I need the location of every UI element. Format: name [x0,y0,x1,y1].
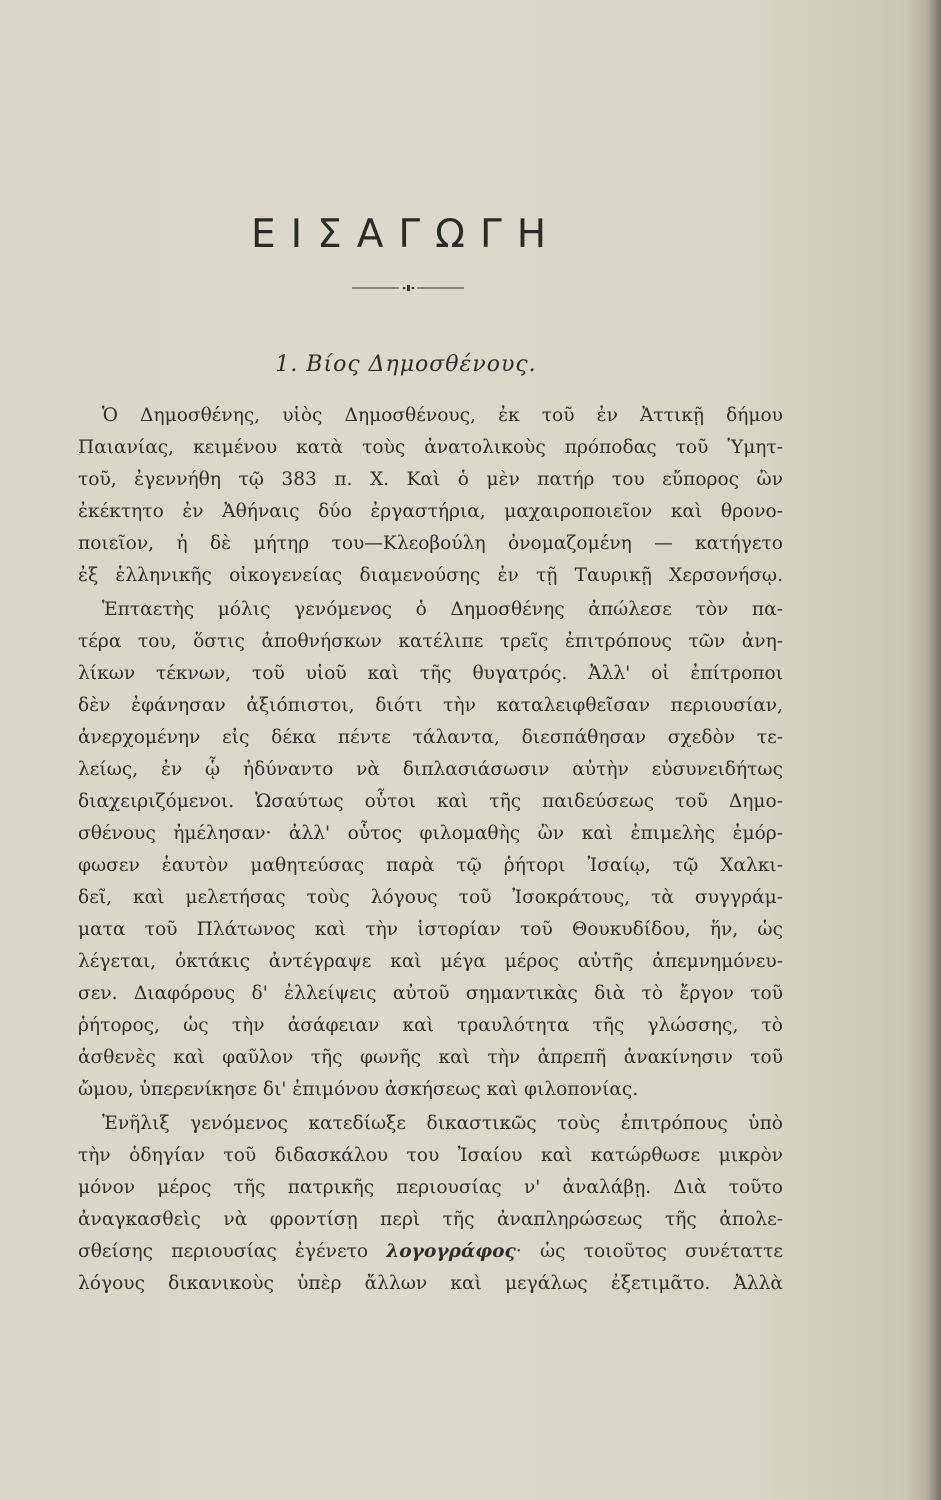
text-line: ῥήτορος, ὡς τὴν ἀσάφειαν καὶ τραυλότητα τῆς γλώσσης, τὸ [78,1015,783,1036]
text-line: Παιανίας, κειμένου κατὰ τοὺς ἀνατολικοὺς πρόποδας τοῦ Ὑμητ- [78,437,783,458]
section-heading: 1. Βίος Δημοσθένους. [275,352,537,377]
page-title: ΕΙΣΑΓΩΓΗ [250,212,562,257]
text-line-with-emphasis [78,1236,783,1268]
text-line: ἀνερχομένην εἰς δέκα πέντε τάλαντα, διεσπάθησαν σχεδὸν τε- [78,727,783,748]
text-line: λόγους δικανικοὺς ὑπὲρ ἄλλων καὶ μεγάλως ἐξετιμᾶτο. Ἀλλὰ [78,1273,783,1294]
text-line: ἀσθενὲς καὶ φαῦλον τῆς φωνῆς καὶ τὴν ἀπρεπῆ ἀνακίνησιν τοῦ [78,1047,783,1068]
text-line: τὴν ὁδηγίαν τοῦ διδασκάλου του Ἰσαίου καὶ κατώρθωσε μικρὸν [78,1145,783,1166]
text-line: ματα τοῦ Πλάτωνος καὶ τὴν ἱστορίαν τοῦ Θουκυδίδου, ἥν, ὡς [78,919,783,940]
text-line: ἀναγκασθεὶς νὰ φροντίσῃ περὶ τῆς ἀναπληρώσεως τῆς ἀπολε- [78,1209,783,1230]
text-line: λέγεται, ὀκτάκις ἀντέγραψε καὶ μέγα μέρος αὐτῆς ἀπεμνημόνευ- [78,951,783,972]
text-line: τοῦ, ἐγεννήθη τῷ 383 π. Χ. Καὶ ὁ μὲν πατήρ του εὔπορος ὢν [78,469,783,490]
text-fragment: σθείσης περιουσίας ἐγένετο [78,1241,387,1262]
text-line: ἐκέκτητο ἐν Ἀθήναις δύο ἐργαστήρια, μαχαιροποιεῖον καὶ θρονο- [78,501,783,522]
text-line: Ὁ Δημοσθένης, υἱὸς Δημοσθένους, ἐκ τοῦ ἐν Ἀττικῇ δήμου [102,405,783,426]
text-line: ὤμου, ὑπερενίκησε δι' ἐπιμόνου ἀσκήσεως καὶ φιλοπονίας. [78,1079,639,1100]
page-edge-shadow [927,0,941,1500]
emphasized-term: λογογράφος [386,1241,516,1262]
text-line: τέρα του, ὅστις ἀποθνήσκων κατέλιπε τρεῖς ἐπιτρόπους τῶν ἀνη- [78,631,783,652]
text-line: σεν. Διαφόρους δ' ἐλλείψεις αὐτοῦ σημαντικὰς διὰ τὸ ἔργον τοῦ [78,983,783,1004]
text-line: λείως, ἐν ᾧ ἠδύναντο νὰ διπλασιάσωσιν αὐτὴν εὐσυνειδήτως [78,759,783,780]
text-line: λίκων τέκνων, τοῦ υἱοῦ καὶ τῆς θυγατρός. Ἀλλ' οἱ ἐπίτροποι [78,663,783,684]
text-line: μόνον μέρος τῆς πατρικῆς περιουσίας ν' ἀναλάβῃ. Διὰ τοῦτο [78,1177,783,1198]
text-line: ἐξ ἑλληνικῆς οἰκογενείας διαμενούσης ἐν τῇ Ταυρικῇ Χερσονήσῳ. [78,565,783,586]
text-line: δεῖ, καὶ μελετήσας τοὺς λόγους τοῦ Ἰσοκράτους, τὰ συγγράμ- [78,887,783,908]
text-fragment: · ὡς τοιοῦτος συνέταττε [515,1241,783,1262]
text-line: σθένους ἠμέλησαν· ἀλλ' οὗτος φιλομαθὴς ὢν καὶ ἐπιμελὴς ἐμόρ- [78,823,783,844]
text-line: δὲν ἐφάνησαν ἀξιόπιστοι, διότι τὴν καταλειφθεῖσαν περιουσίαν, [78,695,783,716]
text-line: Ἐνῆλιξ γενόμενος κατεδίωξε δικαστικῶς τοὺς ἐπιτρόπους ὑπὸ [102,1113,783,1134]
text-line: φωσεν ἑαυτὸν μαθητεύσας παρὰ τῷ ῥήτορι Ἰσαίῳ, τῷ Χαλκι- [78,855,783,876]
text-line: Ἑπταετὴς μόλις γενόμενος ὁ Δημοσθένης ἀπώλεσε τὸν πα- [102,599,783,620]
text-line: διαχειριζόμενοι. Ὡσαύτως οὗτοι καὶ τῆς παιδεύσεως τοῦ Δημο- [78,791,783,812]
text-line: ποιεῖον, ἡ δὲ μήτηρ του—Κλεοβούλη ὀνομαζομένη — κατήγετο [78,533,783,554]
ornament-divider [352,281,464,295]
